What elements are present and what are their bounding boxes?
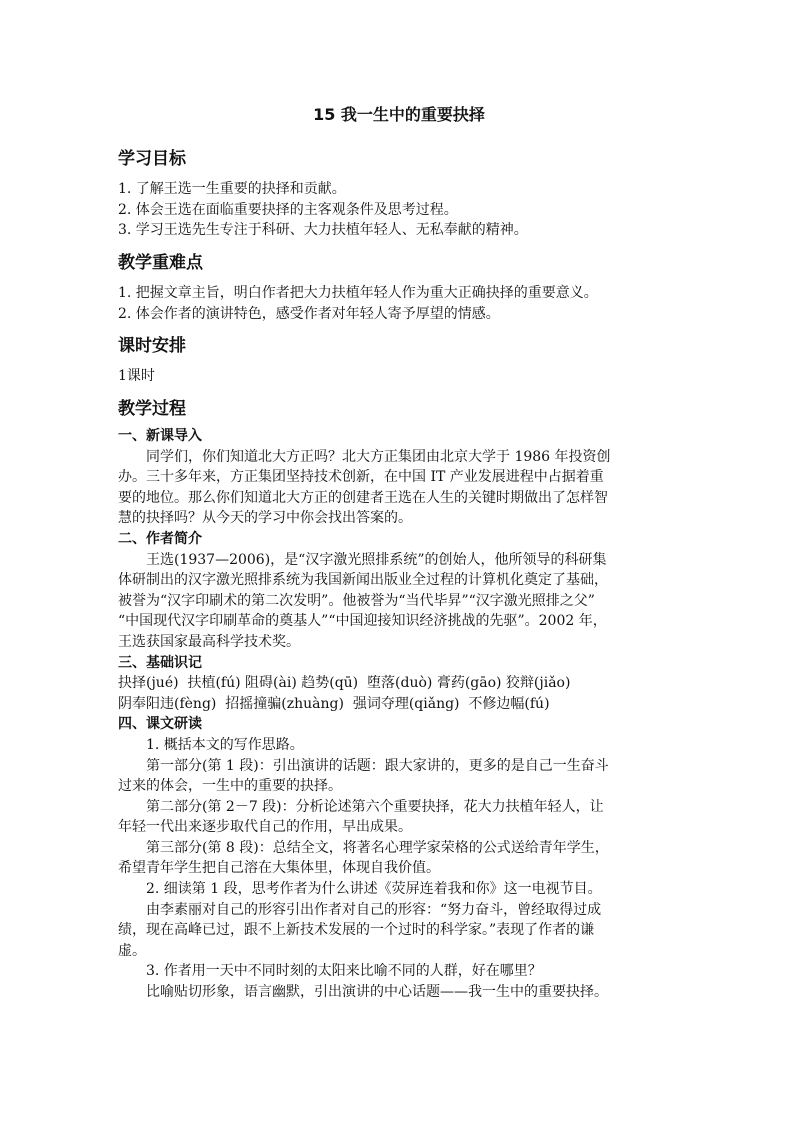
study-line: 第一部分(第 1 段)：引出演讲的话题：跟大家讲的，更多的是自己一生奋斗 — [146, 757, 609, 774]
intro-line: 慧的抉择吗？从今天的学习中你会找出答案的。 — [118, 510, 412, 527]
study-line: 第二部分(第 2－7 段)：分析论述第六个重要抉择，花大力扶植年轻人，让 — [146, 798, 604, 815]
author-line: “中国现代汉字印刷革命的奠基人”“中国迎接知识经济挑战的先驱”。2002 年， — [118, 613, 607, 630]
study-line: 3. 作者用一天中不同时刻的太阳来比喻不同的人群，好在哪里？ — [146, 963, 542, 980]
intro-line: 同学们，你们知道北大方正吗？北大方正集团由北京大学于 1986 年投资创 — [146, 448, 611, 465]
goal-item: 1. 了解王选一生重要的抉择和贡献。 — [118, 181, 346, 197]
study-line: 过来的体会，一生中的重要的抉择。 — [118, 778, 342, 795]
author-heading: 二、作者简介 — [118, 530, 202, 547]
study-line: 由李素丽对自己的形容引出作者对自己的形容：“努力奋斗，曾经取得过成 — [146, 901, 602, 918]
study-heading: 四、课文研读 — [118, 716, 202, 733]
vocab-row: 抉择(jué) 扶植(fú) 阻碍(ài) 趋势(qū) 堕落(duò) 膏药(gāo) 狡辩(jiǎo) — [118, 675, 571, 692]
key-points-section — [118, 251, 680, 324]
schedule-text: 1课时 — [118, 368, 155, 384]
intro-line: 要的地位。那么你们知道北大方正的创建者王选在人生的关键时期做出了怎样智 — [118, 489, 608, 506]
schedule-heading: 课时安排 — [118, 336, 186, 356]
vocab-row: 阴奉阳违(fèng) 招摇撞骗(zhuàng) 强词夺理(qiǎng) 不修边幅(fú) — [118, 695, 550, 712]
author-line: 体研制出的汉字激光照排系统为我国新闻出版业全过程的计算机化奠定了基础， — [118, 572, 608, 589]
goal-item: 3. 学习王选先生专注于科研、大力扶植年轻人、无私奉献的精神。 — [118, 222, 528, 239]
page-title: 15 我一生中的重要抉择 — [313, 105, 485, 124]
intro-line: 办。三十多年来，方正集团坚持技术创新，在中国 IT 产业发展进程中占据着重 — [118, 469, 604, 486]
author-line: 王选获国家最高科学技术奖。 — [118, 633, 300, 650]
study-line: 绩，现在高峰已过，跟不上新技术发展的一个过时的科学家。”表现了作者的谦 — [118, 922, 595, 939]
author-line: 王选(1937—2006)，是“汉字激光照排系统”的创始人，他所领导的科研集 — [146, 551, 607, 568]
study-line: 1. 概括本文的写作思路。 — [146, 736, 304, 753]
basics-heading: 三、基础识记 — [118, 654, 202, 671]
study-line: 希望青年学生把自己溶在大集体里，体现自我价值。 — [118, 860, 440, 877]
key-point-item: 1. 把握文章主旨，明白作者把大力扶植年轻人作为重大正确抉择的重要意义。 — [118, 285, 598, 301]
study-line: 2. 细读第 1 段，思考作者为什么讲述《荧屏连着我和你》这一电视节目。 — [146, 881, 602, 898]
goals-heading: 学习目标 — [118, 149, 186, 169]
goal-item: 2. 体会王选在面临重要抉择的主客观条件及思考过程。 — [118, 201, 458, 218]
goals-section — [118, 147, 680, 241]
key-point-item: 2. 体会作者的演讲特色，感受作者对年轻人寄予厚望的情感。 — [118, 305, 500, 322]
study-line: 年轻一代出来逐步取代自己的作用，早出成果。 — [118, 819, 412, 836]
process-section — [118, 397, 680, 1003]
study-line: 第三部分(第 8 段)：总结全文，将著名心理学家荣格的公式送给青年学生， — [146, 839, 609, 856]
study-line: 虚。 — [118, 942, 146, 959]
process-heading: 教学过程 — [118, 399, 186, 419]
study-line: 比喻贴切形象，语言幽默，引出演讲的中心话题——我一生中的重要抉择。 — [146, 984, 608, 1001]
schedule-section — [118, 334, 680, 387]
key-points-heading: 教学重难点 — [118, 253, 203, 273]
intro-heading: 一、新课导入 — [118, 428, 202, 444]
author-line: 被誉为“汉字印刷术的第二次发明”。他被誉为“当代毕昇”“汉字激光照排之父” — [118, 592, 595, 609]
